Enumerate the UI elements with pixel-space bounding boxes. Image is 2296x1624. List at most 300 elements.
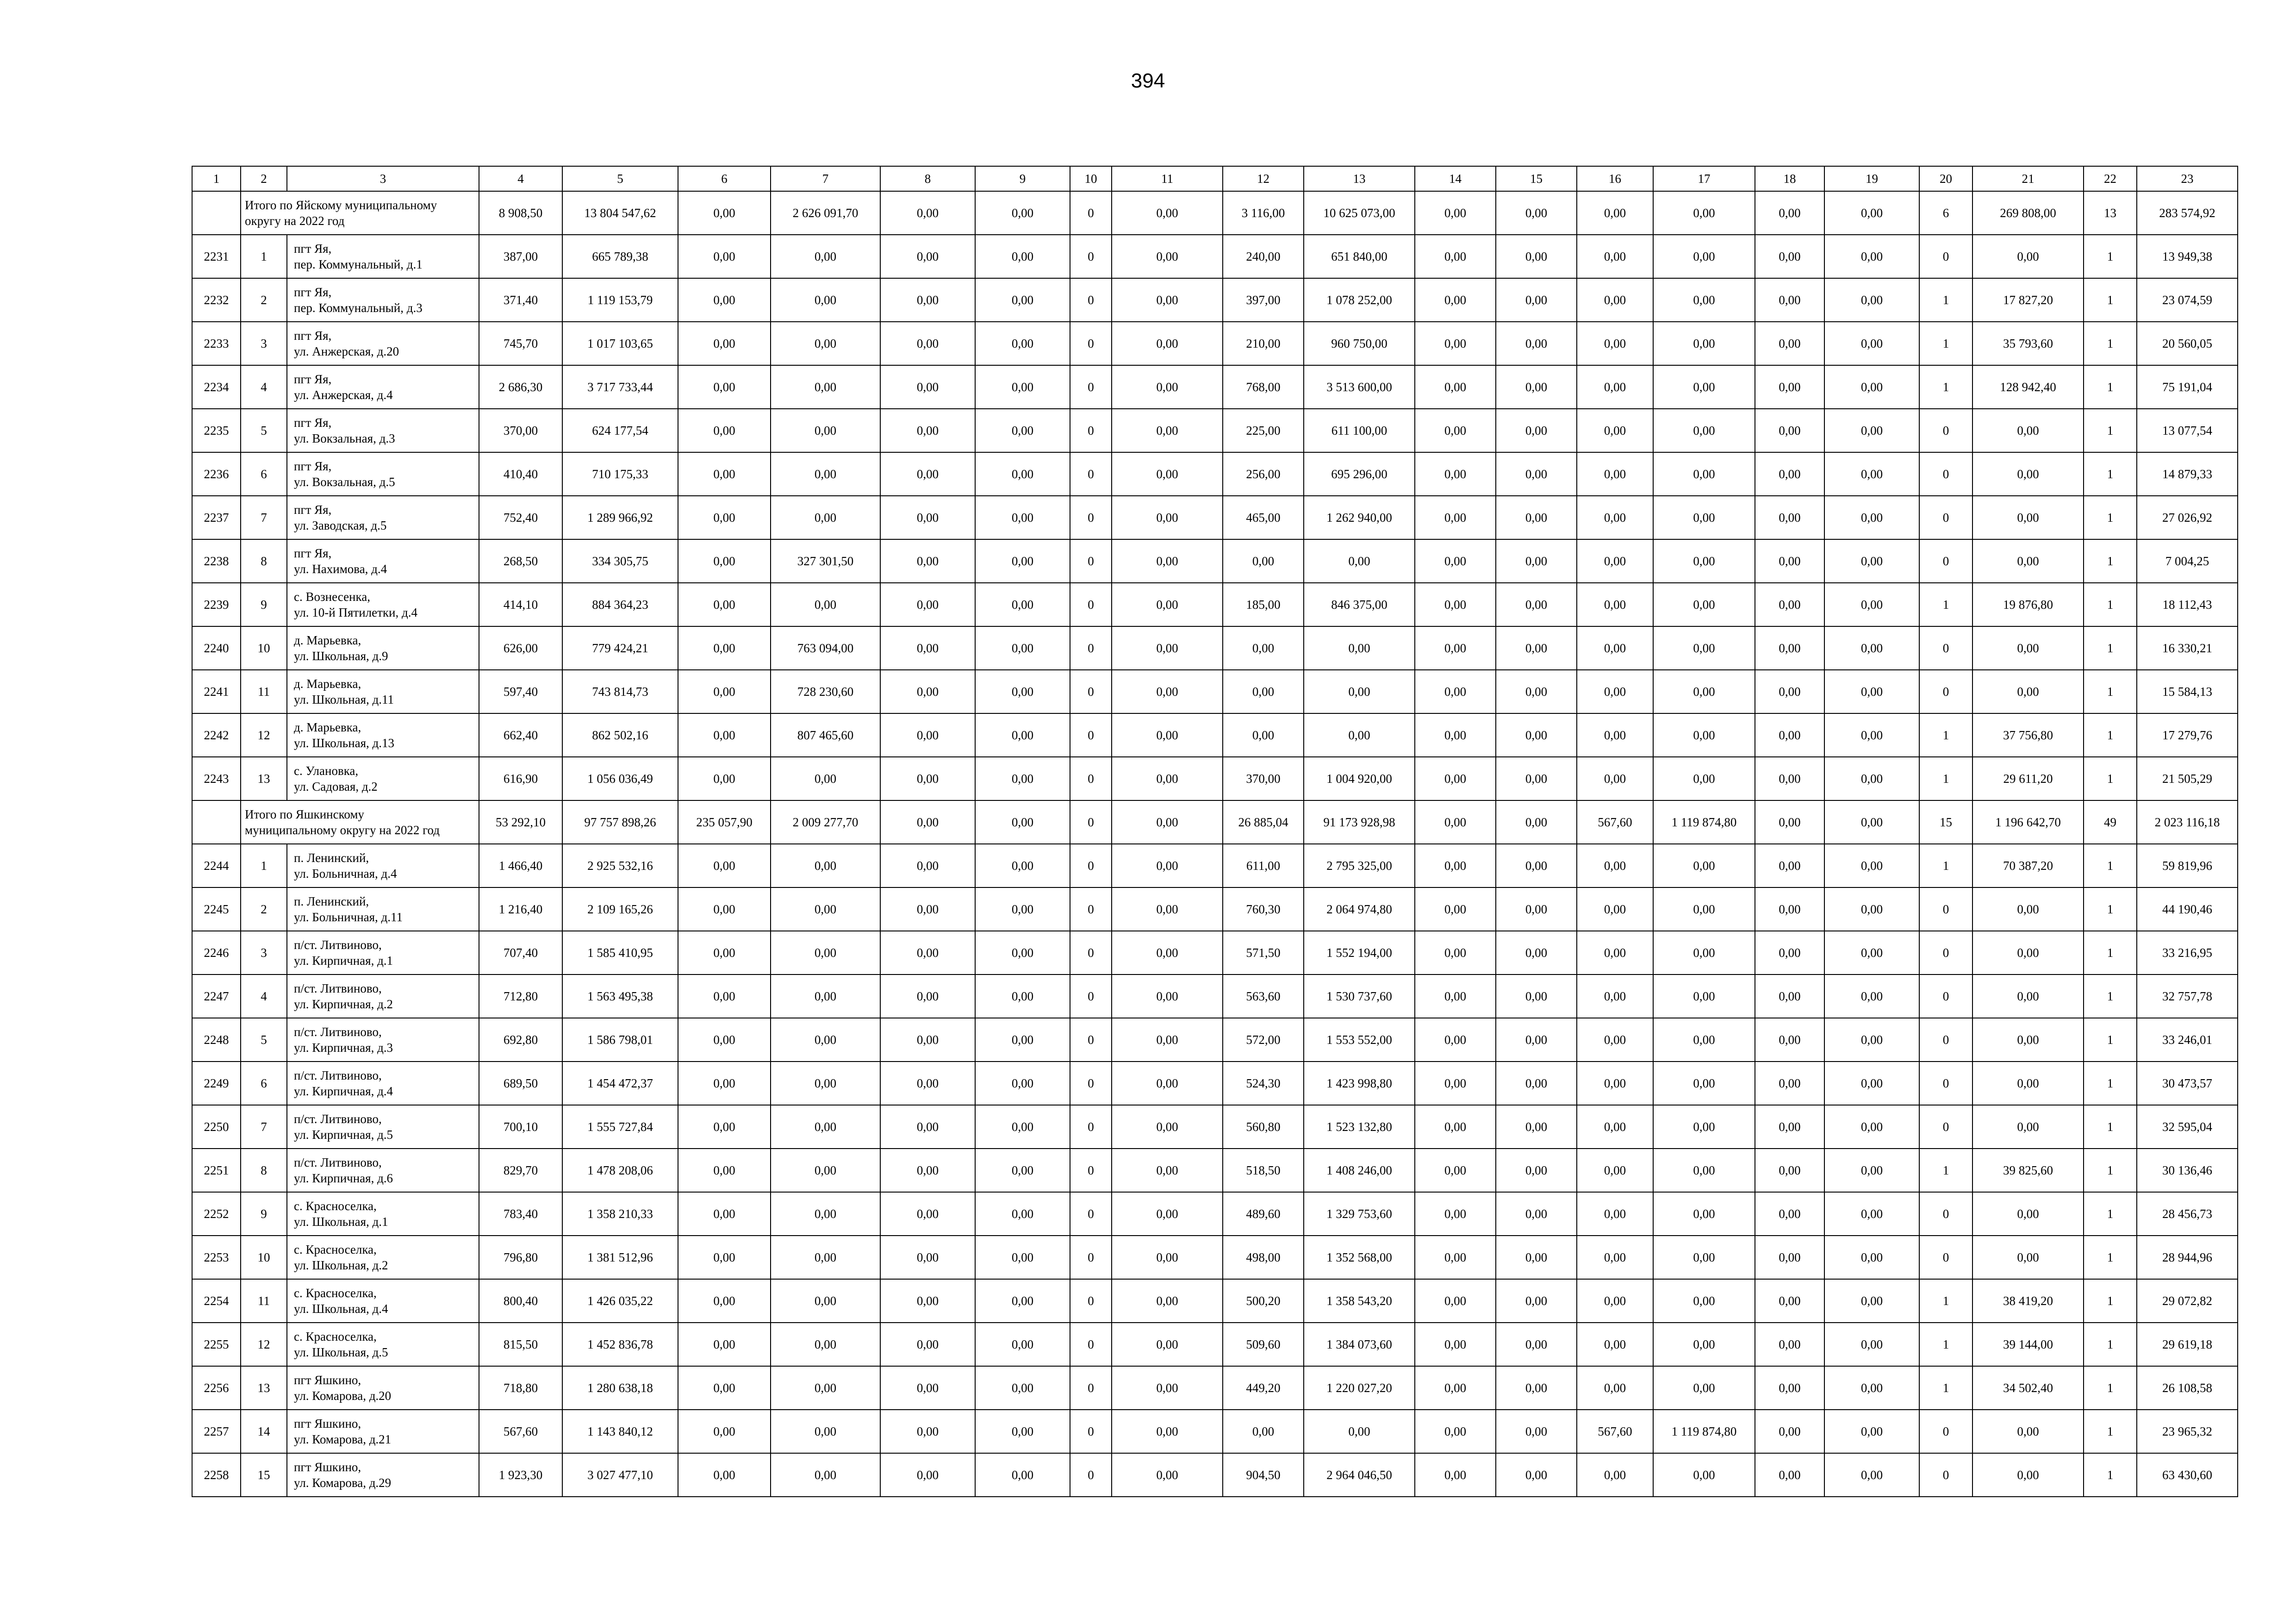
value-cell-col-9: 0,00 <box>975 191 1070 235</box>
value-cell-col-20: 1 <box>1919 583 1972 626</box>
value-cell-col-11: 0,00 <box>1112 1236 1223 1279</box>
value-cell-col-8: 0,00 <box>880 800 975 844</box>
value-cell-col-23: 27 026,92 <box>2137 496 2238 539</box>
value-cell-col-23: 28 944,96 <box>2137 1236 2238 1279</box>
value-cell-col-10: 0 <box>1070 626 1112 670</box>
row-number-cell: 1 <box>241 235 287 278</box>
value-cell-col-19: 0,00 <box>1824 1323 1919 1366</box>
value-cell-col-7: 0,00 <box>771 887 880 931</box>
value-cell-col-22: 1 <box>2084 496 2137 539</box>
value-cell-col-5: 1 119 153,79 <box>562 278 678 322</box>
row-number-cell: 3 <box>241 931 287 974</box>
row-number-cell: 10 <box>241 1236 287 1279</box>
value-cell-col-15: 0,00 <box>1496 1279 1577 1323</box>
value-cell-col-14: 0,00 <box>1415 713 1496 757</box>
value-cell-col-7: 0,00 <box>771 1323 880 1366</box>
value-cell-col-20: 0 <box>1919 1018 1972 1062</box>
value-cell-col-14: 0,00 <box>1415 191 1496 235</box>
value-cell-col-20: 1 <box>1919 757 1972 800</box>
value-cell-col-20: 1 <box>1919 1279 1972 1323</box>
value-cell-col-16: 0,00 <box>1577 1149 1653 1192</box>
address-cell <box>287 278 479 322</box>
row-number-cell: 15 <box>241 1453 287 1497</box>
address-cell <box>287 1018 479 1062</box>
column-number-22: 22 <box>2084 166 2137 191</box>
value-cell-col-15: 0,00 <box>1496 887 1577 931</box>
value-cell-col-20: 1 <box>1919 713 1972 757</box>
value-cell-col-21: 38 419,20 <box>1972 1279 2084 1323</box>
value-cell-col-5: 13 804 547,62 <box>562 191 678 235</box>
value-cell-col-12: 240,00 <box>1223 235 1304 278</box>
value-cell-col-10: 0 <box>1070 1279 1112 1323</box>
value-cell-col-23: 33 246,01 <box>2137 1018 2238 1062</box>
value-cell-col-9: 0,00 <box>975 365 1070 409</box>
table-row <box>192 1192 2238 1236</box>
value-cell-col-10: 0 <box>1070 1366 1112 1410</box>
value-cell-col-5: 1 478 208,06 <box>562 1149 678 1192</box>
value-cell-col-16: 0,00 <box>1577 757 1653 800</box>
value-cell-col-19: 0,00 <box>1824 235 1919 278</box>
value-cell-col-12: 0,00 <box>1223 713 1304 757</box>
value-cell-col-13: 1 384 073,60 <box>1304 1323 1415 1366</box>
value-cell-col-15: 0,00 <box>1496 1236 1577 1279</box>
value-cell-col-18: 0,00 <box>1755 539 1824 583</box>
value-cell-col-20: 0 <box>1919 931 1972 974</box>
value-cell-col-11: 0,00 <box>1112 1453 1223 1497</box>
value-cell-col-7: 763 094,00 <box>771 626 880 670</box>
value-cell-col-5: 97 757 898,26 <box>562 800 678 844</box>
value-cell-col-16: 0,00 <box>1577 626 1653 670</box>
value-cell-col-21: 0,00 <box>1972 887 2084 931</box>
address-line: с. Красноселка, <box>294 1286 377 1300</box>
table-row <box>192 409 2238 452</box>
value-cell-col-9: 0,00 <box>975 757 1070 800</box>
value-cell-col-23: 75 191,04 <box>2137 365 2238 409</box>
address-line: с. Красноселка, <box>294 1330 377 1343</box>
table-row <box>192 1366 2238 1410</box>
value-cell-col-18: 0,00 <box>1755 1192 1824 1236</box>
value-cell-col-14: 0,00 <box>1415 583 1496 626</box>
value-cell-col-12: 256,00 <box>1223 452 1304 496</box>
address-line: пер. Коммунальный, д.3 <box>294 301 423 315</box>
value-cell-col-11: 0,00 <box>1112 974 1223 1018</box>
value-cell-col-22: 1 <box>2084 539 2137 583</box>
value-cell-col-13: 91 173 928,98 <box>1304 800 1415 844</box>
value-cell-col-16: 0,00 <box>1577 713 1653 757</box>
total-label-line: Итого по Яйскому муниципальному <box>245 198 437 212</box>
value-cell-col-22: 1 <box>2084 583 2137 626</box>
value-cell-col-8: 0,00 <box>880 1236 975 1279</box>
address-line: с. Красноселка, <box>294 1199 377 1213</box>
value-cell-col-18: 0,00 <box>1755 974 1824 1018</box>
row-id-cell: 2233 <box>192 322 241 365</box>
value-cell-col-5: 862 502,16 <box>562 713 678 757</box>
value-cell-col-9: 0,00 <box>975 1279 1070 1323</box>
column-number-2: 2 <box>241 166 287 191</box>
value-cell-col-16: 567,60 <box>1577 1410 1653 1453</box>
address-line: ул. Кирпичная, д.5 <box>294 1128 393 1142</box>
value-cell-col-22: 13 <box>2084 191 2137 235</box>
value-cell-col-11: 0,00 <box>1112 235 1223 278</box>
column-number-15: 15 <box>1496 166 1577 191</box>
value-cell-col-11: 0,00 <box>1112 844 1223 887</box>
value-cell-col-9: 0,00 <box>975 887 1070 931</box>
row-number-cell: 9 <box>241 583 287 626</box>
value-cell-col-8: 0,00 <box>880 1366 975 1410</box>
value-cell-col-19: 0,00 <box>1824 1018 1919 1062</box>
value-cell-col-4: 783,40 <box>479 1192 562 1236</box>
value-cell-col-16: 0,00 <box>1577 1236 1653 1279</box>
value-cell-col-5: 1 426 035,22 <box>562 1279 678 1323</box>
value-cell-col-15: 0,00 <box>1496 844 1577 887</box>
value-cell-col-14: 0,00 <box>1415 1105 1496 1149</box>
value-cell-col-17: 0,00 <box>1653 452 1755 496</box>
column-number-8: 8 <box>880 166 975 191</box>
value-cell-col-7: 0,00 <box>771 583 880 626</box>
value-cell-col-10: 0 <box>1070 539 1112 583</box>
value-cell-col-17: 0,00 <box>1653 1236 1755 1279</box>
row-number-cell: 12 <box>241 1323 287 1366</box>
address-line: п. Ленинский, <box>294 851 369 865</box>
value-cell-col-23: 29 619,18 <box>2137 1323 2238 1366</box>
value-cell-col-15: 0,00 <box>1496 1366 1577 1410</box>
value-cell-col-14: 0,00 <box>1415 670 1496 713</box>
row-id-cell: 2248 <box>192 1018 241 1062</box>
value-cell-col-7: 2 009 277,70 <box>771 800 880 844</box>
value-cell-col-5: 334 305,75 <box>562 539 678 583</box>
row-number-cell: 11 <box>241 670 287 713</box>
value-cell-col-10: 0 <box>1070 1105 1112 1149</box>
value-cell-col-23: 2 023 116,18 <box>2137 800 2238 844</box>
value-cell-col-21: 19 876,80 <box>1972 583 2084 626</box>
value-cell-col-17: 0,00 <box>1653 539 1755 583</box>
value-cell-col-17: 0,00 <box>1653 626 1755 670</box>
value-cell-col-10: 0 <box>1070 1453 1112 1497</box>
address-cell <box>287 235 479 278</box>
value-cell-col-21: 0,00 <box>1972 1192 2084 1236</box>
value-cell-col-8: 0,00 <box>880 539 975 583</box>
value-cell-col-7: 0,00 <box>771 974 880 1018</box>
value-cell-col-22: 1 <box>2084 1105 2137 1149</box>
value-cell-col-18: 0,00 <box>1755 931 1824 974</box>
value-cell-col-8: 0,00 <box>880 626 975 670</box>
value-cell-col-20: 0 <box>1919 1236 1972 1279</box>
table-row <box>192 1323 2238 1366</box>
value-cell-col-10: 0 <box>1070 800 1112 844</box>
value-cell-col-14: 0,00 <box>1415 278 1496 322</box>
row-number-cell: 1 <box>241 844 287 887</box>
value-cell-col-21: 39 825,60 <box>1972 1149 2084 1192</box>
value-cell-col-16: 0,00 <box>1577 452 1653 496</box>
value-cell-col-8: 0,00 <box>880 1018 975 1062</box>
value-cell-col-7: 0,00 <box>771 235 880 278</box>
column-number-23: 23 <box>2137 166 2238 191</box>
value-cell-col-10: 0 <box>1070 235 1112 278</box>
value-cell-col-6: 0,00 <box>678 1018 771 1062</box>
row-number-cell: 5 <box>241 409 287 452</box>
value-cell-col-13: 695 296,00 <box>1304 452 1415 496</box>
address-line: ул. Комарова, д.21 <box>294 1432 392 1446</box>
value-cell-col-18: 0,00 <box>1755 583 1824 626</box>
value-cell-col-22: 1 <box>2084 670 2137 713</box>
column-number-3: 3 <box>287 166 479 191</box>
row-id-cell: 2251 <box>192 1149 241 1192</box>
value-cell-col-22: 1 <box>2084 626 2137 670</box>
table-row <box>192 887 2238 931</box>
column-number-11: 11 <box>1112 166 1223 191</box>
address-line: п/ст. Литвиново, <box>294 1112 382 1126</box>
value-cell-col-5: 665 789,38 <box>562 235 678 278</box>
value-cell-col-22: 1 <box>2084 844 2137 887</box>
value-cell-col-10: 0 <box>1070 278 1112 322</box>
value-cell-col-4: 815,50 <box>479 1323 562 1366</box>
value-cell-col-8: 0,00 <box>880 235 975 278</box>
table-row <box>192 496 2238 539</box>
row-id-cell: 2247 <box>192 974 241 1018</box>
value-cell-col-15: 0,00 <box>1496 1105 1577 1149</box>
value-cell-col-14: 0,00 <box>1415 887 1496 931</box>
value-cell-col-4: 689,50 <box>479 1062 562 1105</box>
value-cell-col-23: 32 595,04 <box>2137 1105 2238 1149</box>
value-cell-col-17: 0,00 <box>1653 1323 1755 1366</box>
value-cell-col-8: 0,00 <box>880 1192 975 1236</box>
address-line: с. Красноселка, <box>294 1243 377 1256</box>
value-cell-col-20: 0 <box>1919 1453 1972 1497</box>
row-id-cell: 2249 <box>192 1062 241 1105</box>
value-cell-col-21: 0,00 <box>1972 539 2084 583</box>
value-cell-col-20: 1 <box>1919 278 1972 322</box>
value-cell-col-6: 0,00 <box>678 931 771 974</box>
value-cell-col-11: 0,00 <box>1112 800 1223 844</box>
value-cell-col-20: 0 <box>1919 235 1972 278</box>
value-cell-col-5: 1 280 638,18 <box>562 1366 678 1410</box>
value-cell-col-8: 0,00 <box>880 1453 975 1497</box>
value-cell-col-16: 0,00 <box>1577 1062 1653 1105</box>
value-cell-col-6: 0,00 <box>678 1062 771 1105</box>
value-cell-col-6: 0,00 <box>678 1192 771 1236</box>
value-cell-col-18: 0,00 <box>1755 1062 1824 1105</box>
value-cell-col-9: 0,00 <box>975 1062 1070 1105</box>
table-row <box>192 1062 2238 1105</box>
value-cell-col-17: 0,00 <box>1653 670 1755 713</box>
value-cell-col-14: 0,00 <box>1415 1018 1496 1062</box>
value-cell-col-10: 0 <box>1070 713 1112 757</box>
row-number-cell: 13 <box>241 1366 287 1410</box>
value-cell-col-18: 0,00 <box>1755 1105 1824 1149</box>
value-cell-col-20: 1 <box>1919 365 1972 409</box>
value-cell-col-7: 0,00 <box>771 757 880 800</box>
value-cell-col-18: 0,00 <box>1755 626 1824 670</box>
value-cell-col-6: 0,00 <box>678 1105 771 1149</box>
value-cell-col-23: 15 584,13 <box>2137 670 2238 713</box>
value-cell-col-4: 616,90 <box>479 757 562 800</box>
value-cell-col-17: 0,00 <box>1653 278 1755 322</box>
value-cell-col-19: 0,00 <box>1824 322 1919 365</box>
value-cell-col-19: 0,00 <box>1824 626 1919 670</box>
value-cell-col-22: 1 <box>2084 1192 2137 1236</box>
value-cell-col-22: 1 <box>2084 1062 2137 1105</box>
address-line: ул. Вокзальная, д.3 <box>294 431 395 445</box>
value-cell-col-21: 70 387,20 <box>1972 844 2084 887</box>
value-cell-col-14: 0,00 <box>1415 235 1496 278</box>
row-number-cell: 8 <box>241 1149 287 1192</box>
value-cell-col-11: 0,00 <box>1112 365 1223 409</box>
value-cell-col-23: 13 077,54 <box>2137 409 2238 452</box>
total-row <box>192 800 2238 844</box>
value-cell-col-16: 0,00 <box>1577 887 1653 931</box>
value-cell-col-10: 0 <box>1070 974 1112 1018</box>
value-cell-col-17: 0,00 <box>1653 757 1755 800</box>
row-number-cell: 14 <box>241 1410 287 1453</box>
value-cell-col-17: 0,00 <box>1653 496 1755 539</box>
value-cell-col-20: 0 <box>1919 974 1972 1018</box>
value-cell-col-10: 0 <box>1070 365 1112 409</box>
value-cell-col-10: 0 <box>1070 1018 1112 1062</box>
value-cell-col-12: 0,00 <box>1223 626 1304 670</box>
value-cell-col-21: 0,00 <box>1972 235 2084 278</box>
value-cell-col-17: 0,00 <box>1653 713 1755 757</box>
value-cell-col-22: 1 <box>2084 452 2137 496</box>
value-cell-col-17: 0,00 <box>1653 1279 1755 1323</box>
value-cell-col-5: 1 586 798,01 <box>562 1018 678 1062</box>
value-cell-col-14: 0,00 <box>1415 1366 1496 1410</box>
value-cell-col-14: 0,00 <box>1415 365 1496 409</box>
address-line: ул. Больничная, д.4 <box>294 867 397 881</box>
value-cell-col-23: 7 004,25 <box>2137 539 2238 583</box>
value-cell-col-12: 0,00 <box>1223 539 1304 583</box>
value-cell-col-4: 1 466,40 <box>479 844 562 887</box>
value-cell-col-23: 23 074,59 <box>2137 278 2238 322</box>
value-cell-col-21: 34 502,40 <box>1972 1366 2084 1410</box>
value-cell-col-6: 235 057,90 <box>678 800 771 844</box>
value-cell-col-5: 1 454 472,37 <box>562 1062 678 1105</box>
value-cell-col-11: 0,00 <box>1112 757 1223 800</box>
row-id-cell: 2250 <box>192 1105 241 1149</box>
value-cell-col-9: 0,00 <box>975 670 1070 713</box>
column-number-4: 4 <box>479 166 562 191</box>
value-cell-col-9: 0,00 <box>975 409 1070 452</box>
value-cell-col-10: 0 <box>1070 1236 1112 1279</box>
value-cell-col-9: 0,00 <box>975 844 1070 887</box>
value-cell-col-4: 692,80 <box>479 1018 562 1062</box>
value-cell-col-17: 0,00 <box>1653 322 1755 365</box>
value-cell-col-15: 0,00 <box>1496 1192 1577 1236</box>
value-cell-col-15: 0,00 <box>1496 235 1577 278</box>
value-cell-col-5: 3 717 733,44 <box>562 365 678 409</box>
value-cell-col-15: 0,00 <box>1496 365 1577 409</box>
value-cell-col-10: 0 <box>1070 1410 1112 1453</box>
value-cell-col-10: 0 <box>1070 1192 1112 1236</box>
address-line: ул. Школьная, д.1 <box>294 1215 388 1229</box>
address-cell <box>287 1236 479 1279</box>
value-cell-col-5: 3 027 477,10 <box>562 1453 678 1497</box>
value-cell-col-23: 28 456,73 <box>2137 1192 2238 1236</box>
value-cell-col-20: 1 <box>1919 1366 1972 1410</box>
value-cell-col-18: 0,00 <box>1755 757 1824 800</box>
value-cell-col-21: 269 808,00 <box>1972 191 2084 235</box>
value-cell-col-13: 3 513 600,00 <box>1304 365 1415 409</box>
value-cell-col-17: 1 119 874,80 <box>1653 800 1755 844</box>
value-cell-col-5: 1 563 495,38 <box>562 974 678 1018</box>
row-id-cell: 2256 <box>192 1366 241 1410</box>
value-cell-col-7: 0,00 <box>771 1410 880 1453</box>
value-cell-col-4: 752,40 <box>479 496 562 539</box>
value-cell-col-7: 0,00 <box>771 1018 880 1062</box>
address-cell <box>287 1062 479 1105</box>
value-cell-col-12: 498,00 <box>1223 1236 1304 1279</box>
address-line: ул. Школьная, д.11 <box>294 693 394 706</box>
value-cell-col-13: 0,00 <box>1304 1410 1415 1453</box>
value-cell-col-4: 268,50 <box>479 539 562 583</box>
value-cell-col-5: 1 555 727,84 <box>562 1105 678 1149</box>
value-cell-col-19: 0,00 <box>1824 191 1919 235</box>
value-cell-col-23: 32 757,78 <box>2137 974 2238 1018</box>
value-cell-col-19: 0,00 <box>1824 844 1919 887</box>
value-cell-col-19: 0,00 <box>1824 670 1919 713</box>
value-cell-col-8: 0,00 <box>880 1105 975 1149</box>
value-cell-col-16: 0,00 <box>1577 1323 1653 1366</box>
address-line: п/ст. Литвиново, <box>294 1068 382 1082</box>
value-cell-col-9: 0,00 <box>975 496 1070 539</box>
column-number-12: 12 <box>1223 166 1304 191</box>
value-cell-col-19: 0,00 <box>1824 1192 1919 1236</box>
value-cell-col-7: 0,00 <box>771 1192 880 1236</box>
value-cell-col-19: 0,00 <box>1824 496 1919 539</box>
value-cell-col-15: 0,00 <box>1496 409 1577 452</box>
address-cell <box>287 1192 479 1236</box>
column-number-20: 20 <box>1919 166 1972 191</box>
value-cell-col-11: 0,00 <box>1112 1366 1223 1410</box>
value-cell-col-13: 0,00 <box>1304 626 1415 670</box>
value-cell-col-5: 2 925 532,16 <box>562 844 678 887</box>
value-cell-col-7: 2 626 091,70 <box>771 191 880 235</box>
value-cell-col-14: 0,00 <box>1415 1410 1496 1453</box>
table-row <box>192 322 2238 365</box>
value-cell-col-15: 0,00 <box>1496 974 1577 1018</box>
value-cell-col-18: 0,00 <box>1755 1323 1824 1366</box>
value-cell-col-17: 0,00 <box>1653 844 1755 887</box>
table-row <box>192 713 2238 757</box>
value-cell-col-7: 0,00 <box>771 1105 880 1149</box>
value-cell-col-23: 26 108,58 <box>2137 1366 2238 1410</box>
value-cell-col-12: 370,00 <box>1223 757 1304 800</box>
value-cell-col-6: 0,00 <box>678 409 771 452</box>
row-id-cell <box>192 800 241 844</box>
value-cell-col-9: 0,00 <box>975 974 1070 1018</box>
value-cell-col-21: 0,00 <box>1972 409 2084 452</box>
address-cell <box>287 365 479 409</box>
value-cell-col-13: 10 625 073,00 <box>1304 191 1415 235</box>
value-cell-col-16: 0,00 <box>1577 409 1653 452</box>
value-cell-col-4: 626,00 <box>479 626 562 670</box>
column-number-9: 9 <box>975 166 1070 191</box>
value-cell-col-15: 0,00 <box>1496 713 1577 757</box>
value-cell-col-5: 1 585 410,95 <box>562 931 678 974</box>
value-cell-col-16: 0,00 <box>1577 1018 1653 1062</box>
value-cell-col-20: 0 <box>1919 452 1972 496</box>
value-cell-col-4: 567,60 <box>479 1410 562 1453</box>
value-cell-col-22: 1 <box>2084 757 2137 800</box>
value-cell-col-6: 0,00 <box>678 1236 771 1279</box>
value-cell-col-12: 0,00 <box>1223 670 1304 713</box>
value-cell-col-19: 0,00 <box>1824 1410 1919 1453</box>
value-cell-col-22: 1 <box>2084 713 2137 757</box>
value-cell-col-18: 0,00 <box>1755 887 1824 931</box>
value-cell-col-7: 0,00 <box>771 365 880 409</box>
value-cell-col-9: 0,00 <box>975 1018 1070 1062</box>
value-cell-col-23: 44 190,46 <box>2137 887 2238 931</box>
total-label-line: Итого по Яшкинскому <box>245 807 364 821</box>
